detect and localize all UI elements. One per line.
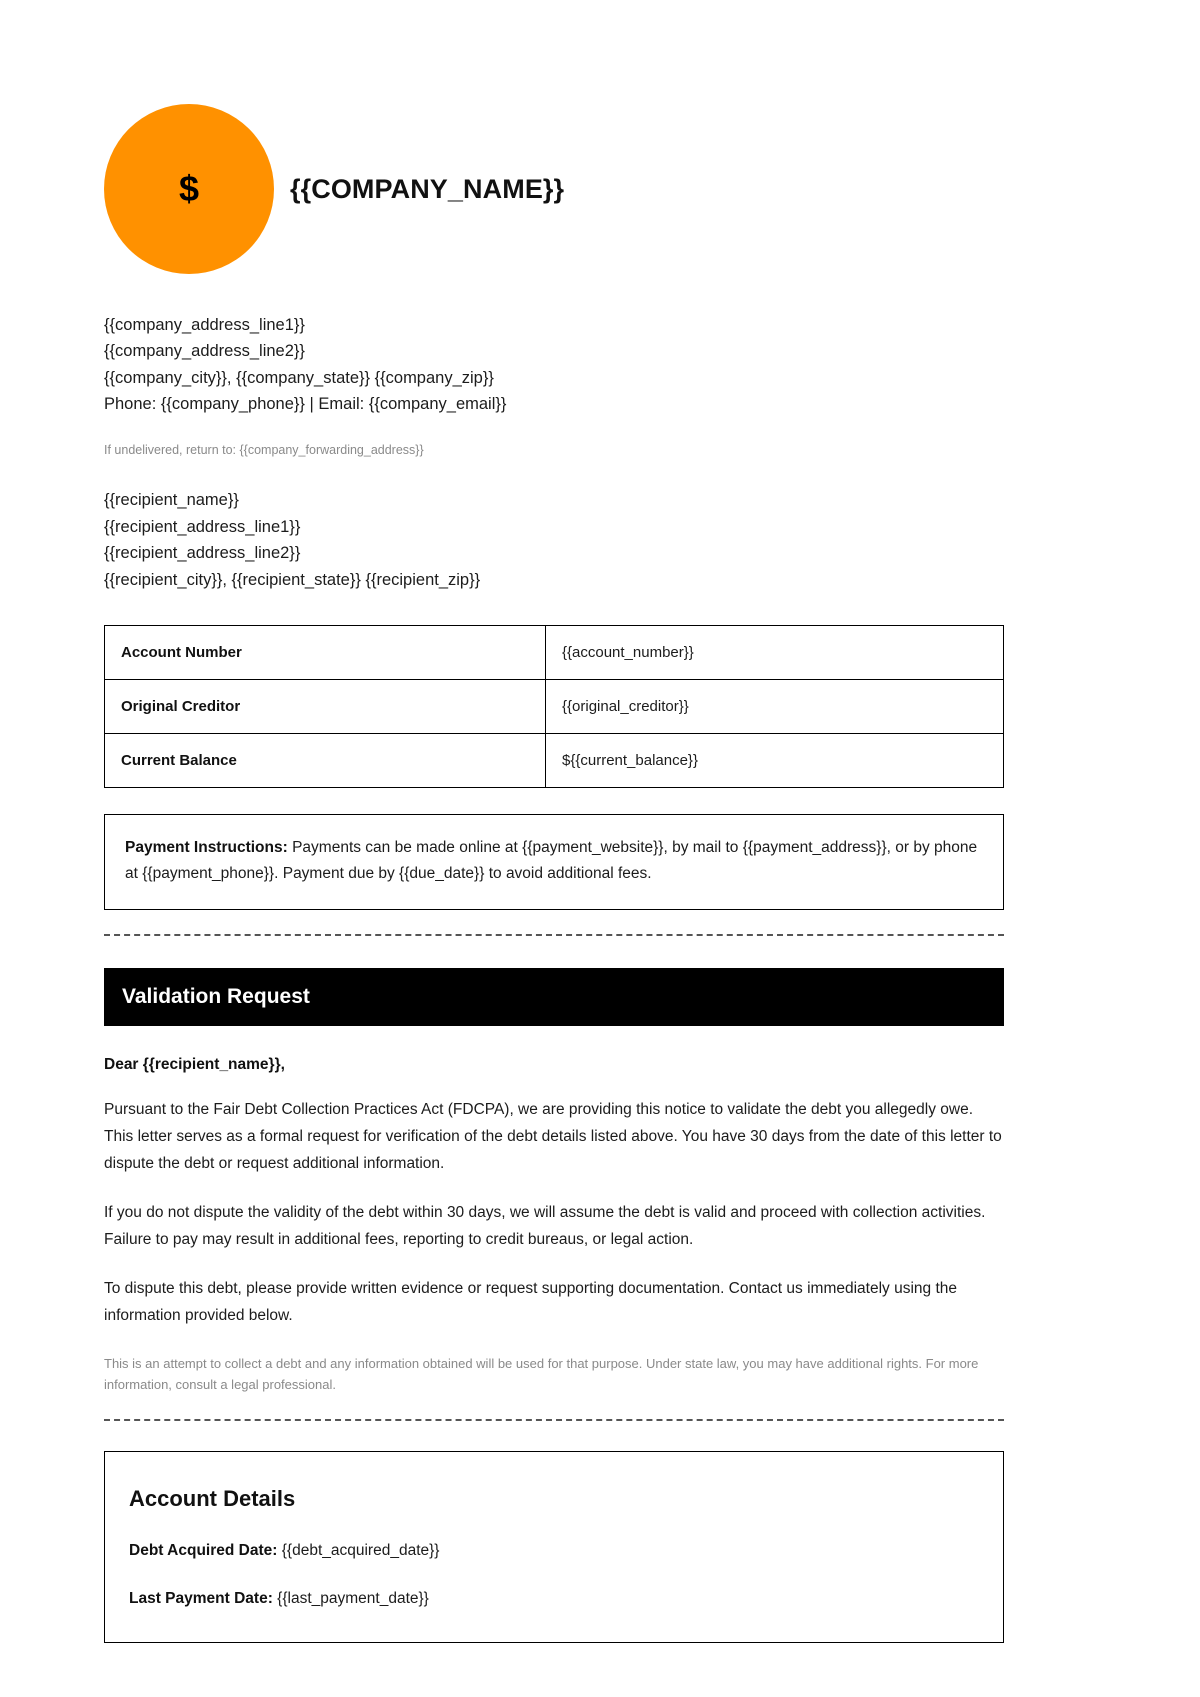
detail-row-debt-acquired-date [129, 1538, 979, 1564]
debt-acquired-date-value: {{debt_acquired_date}} [277, 1542, 440, 1560]
last-payment-date-label: Last Payment Date: [129, 1590, 273, 1608]
original-creditor-value: {{original_creditor}} [546, 680, 1004, 734]
table-row [105, 680, 1004, 734]
recipient-name: {{recipient_name}} [104, 491, 239, 510]
payment-instructions-box [104, 814, 1004, 910]
paragraph-dispute-instructions: To dispute this debt, please provide written evidence or request supporting documentation. Contact us immediately using the information provided below. [104, 1280, 957, 1325]
section-divider-bottom [104, 1419, 1004, 1421]
account-number-value: {{account_number}} [546, 626, 1004, 680]
paragraph-dispute-window: If you do not dispute the validity of the debt within 30 days, we will assume the debt is valid and proceed with collection activities. Failure to pay may result in additional fees, reporting to credit bureaus, or legal action. [104, 1204, 986, 1249]
payment-instructions-label: Payment Instructions: [125, 839, 288, 857]
recipient-address-line1: {{recipient_address_line1}} [104, 517, 301, 536]
section-divider-top [104, 934, 1004, 936]
dollar-sign-icon: $ [178, 168, 200, 209]
company-logo [104, 104, 274, 274]
letterhead [104, 104, 1010, 274]
table-row [105, 626, 1004, 680]
company-contact-line: Phone: {{company_phone}} | Email: {{company_email}} [104, 394, 507, 413]
return-address-note: If undelivered, return to: {{company_forwarding_address}} [104, 443, 424, 458]
recipient-city-state-zip: {{recipient_city}}, {{recipient_state}} {{recipient_zip}} [104, 570, 481, 589]
account-details-card [104, 1451, 1004, 1643]
company-address-block [104, 312, 1010, 417]
validation-request-banner: Validation Request [104, 968, 1004, 1026]
current-balance-value: ${{current_balance}} [546, 734, 1004, 788]
company-address-line1: {{company_address_line1}} [104, 316, 305, 334]
table-row [105, 734, 1004, 788]
salutation: Dear {{recipient_name}}, [104, 1056, 285, 1074]
current-balance-label: Current Balance [105, 734, 546, 788]
legal-disclaimer: This is an attempt to collect a debt and any information obtained will be used for that purpose. Under state law, you may have additional rights. For more information, consult a legal professional. [104, 1356, 979, 1393]
debt-acquired-date-label: Debt Acquired Date: [129, 1542, 278, 1560]
account-number-label: Account Number [105, 626, 546, 680]
account-summary-table [104, 625, 1004, 788]
payment-instructions-text: Payments can be made online at {{payment_website}}, by mail to {{payment_address}}, or by phone at {{payment_phone}}. Payment due by {{due_date}} to avoid additional fees. [125, 839, 978, 883]
paragraph-fdcpa-notice: Pursuant to the Fair Debt Collection Practices Act (FDCPA), we are providing this notice to validate the debt you allegedly owe. This letter serves as a formal request for verification of the debt details listed above. You have 30 days from the date of this letter to dispute the debt or request additional information. [104, 1101, 1002, 1173]
original-creditor-label: Original Creditor [105, 680, 546, 734]
account-details-title: Account Details [129, 1486, 296, 1512]
company-name: {{COMPANY_NAME}} [290, 173, 565, 204]
recipient-address-block [104, 487, 1010, 593]
detail-row-last-payment-date [129, 1586, 979, 1612]
company-city-state-zip: {{company_city}}, {{company_state}} {{company_zip}} [104, 368, 494, 387]
last-payment-date-value: {{last_payment_date}} [272, 1590, 429, 1608]
company-address-line2: {{company_address_line2}} [104, 342, 305, 361]
recipient-address-line2: {{recipient_address_line2}} [104, 544, 301, 563]
